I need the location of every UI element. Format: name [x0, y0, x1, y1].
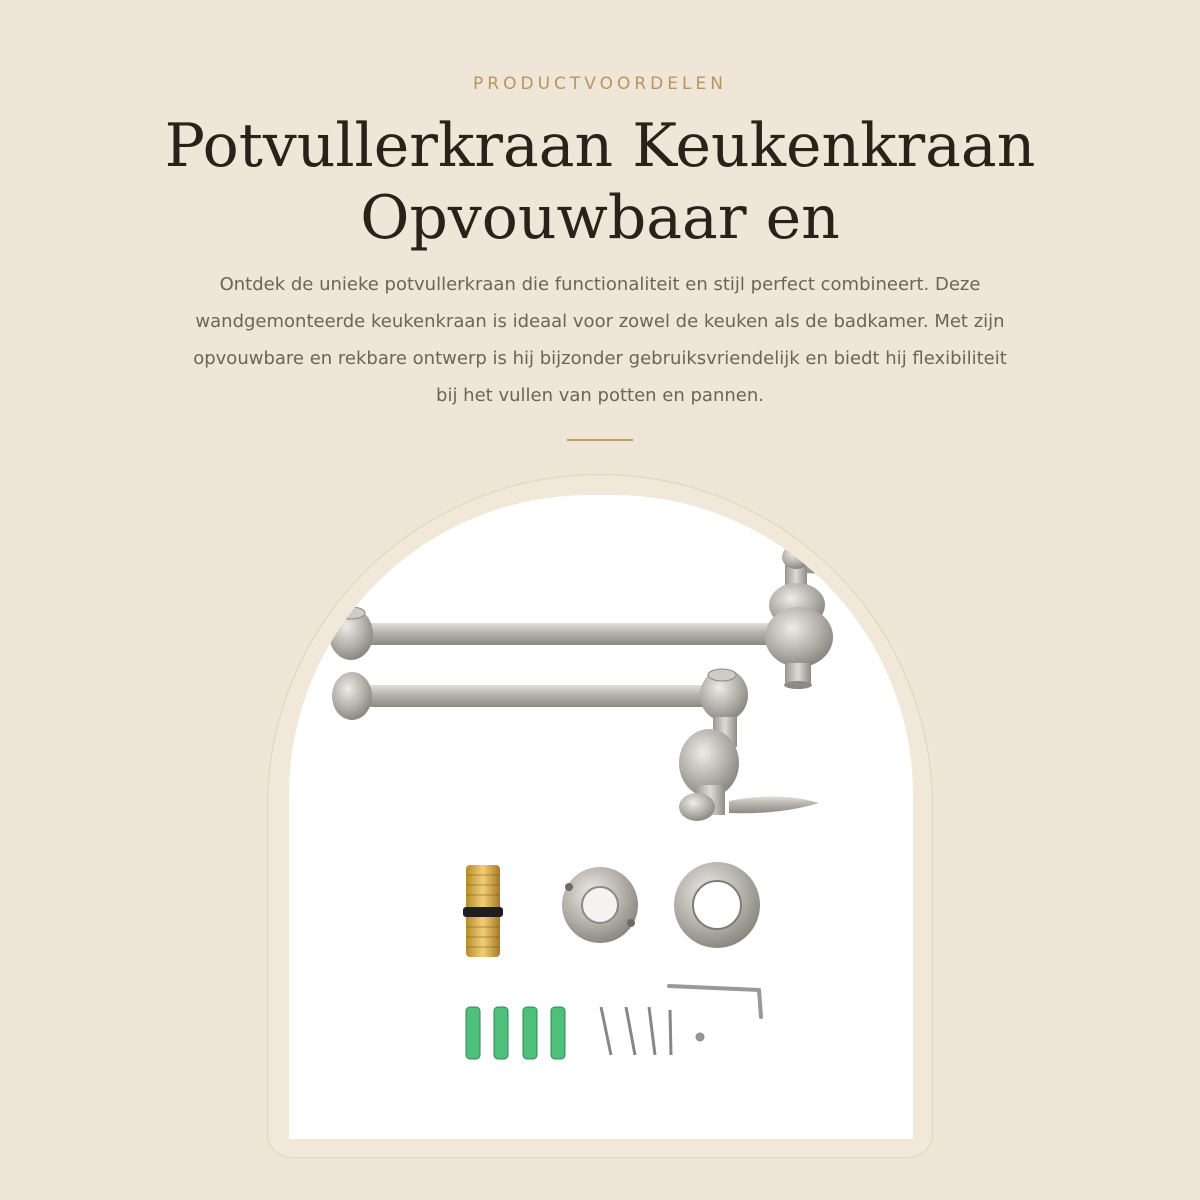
faucet-valve-icon	[765, 545, 889, 689]
faucet-wall-mount-icon	[679, 717, 819, 821]
wall-plugs-icon	[466, 1007, 565, 1059]
escutcheon-ring-icon	[674, 862, 760, 948]
product-image	[289, 495, 913, 1139]
screws-icon	[601, 1007, 704, 1055]
section-eyebrow: PRODUCTVOORDELEN	[473, 74, 727, 94]
brass-fitting-icon	[463, 865, 503, 957]
mounting-flange-icon	[562, 867, 638, 943]
hex-key-icon	[669, 986, 761, 1017]
page-title: Potvullerkraan Keukenkraan Opvouwbaar en	[164, 111, 1036, 253]
section-description: Ontdek de unieke potvullerkraan die functionaliteit en stijl perfect combineert. Deze wandgemonteerde keukenkraan is ideaal voor zowel de keuken als de badkamer. Met zijn opvouwbare en rekbare ontwerp is hij bijzonder gebruiksvriendelijk en biedt hij flexibiliteit bij het vullen van potten en pannen.	[193, 274, 1007, 406]
faucet-upper-arm-icon	[329, 607, 784, 660]
arch-frame	[267, 474, 933, 1158]
faucet-lower-arm-icon	[332, 669, 748, 721]
faucet-illustration	[289, 495, 913, 1139]
divider	[567, 439, 633, 441]
